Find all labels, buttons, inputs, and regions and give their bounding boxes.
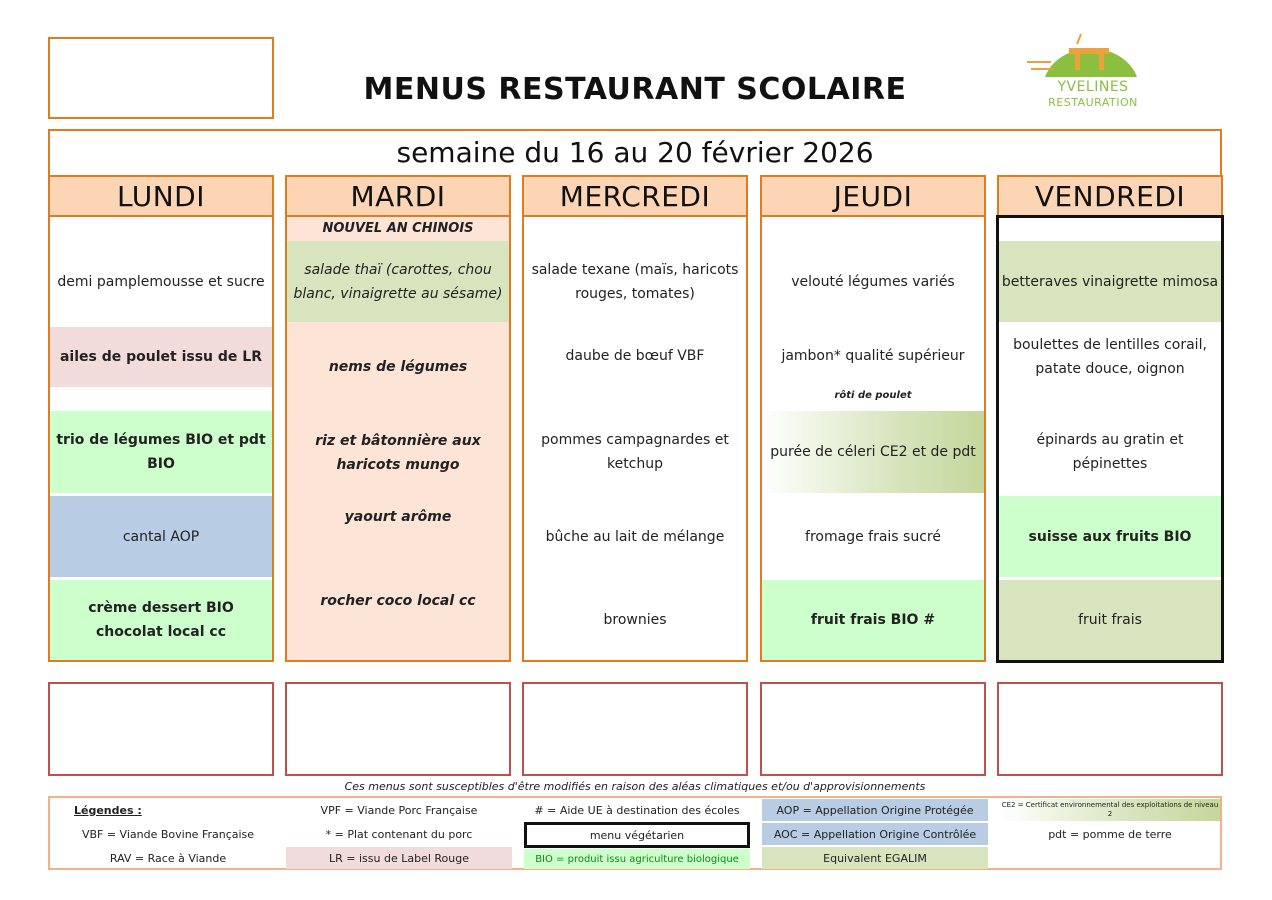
legend-star: * = Plat contenant du porc — [325, 827, 473, 841]
menu-item: trio de légumes BIO et pdt BIO — [50, 411, 272, 493]
menu-item: yaourt arôme — [287, 495, 509, 579]
menu-item: fruit frais — [999, 580, 1221, 660]
menu-item: cantal AOP — [50, 496, 272, 577]
day-header-vendredi: VENDREDI — [997, 175, 1223, 217]
menu-item: fromage frais sucré — [805, 528, 941, 545]
legend-aop: AOP = Appellation Origine Protégée — [762, 799, 988, 821]
legend-vbf: VBF = Viande Bovine Française — [81, 827, 255, 841]
legend-panel — [48, 796, 1222, 870]
menu-item: jambon* qualité supérieur — [781, 348, 965, 364]
menu-item: salade texane (maïs, haricots rouges, tomates) — [531, 261, 739, 302]
legend-vegetarian: menu végétarien — [524, 822, 750, 848]
day-header-mercredi: MERCREDI — [522, 175, 748, 217]
week-banner: semaine du 16 au 20 février 2026 — [48, 129, 1222, 175]
menu-item: boulettes de lentilles corail, patate douce, oignon — [1013, 337, 1207, 377]
menu-item: purée de céleri CE2 et de pdt — [762, 411, 984, 493]
top-left-box — [48, 37, 274, 119]
vegetarian-day-frame — [996, 215, 1224, 663]
legend-aoc: AOC = Appellation Origine Contrôlée — [762, 823, 988, 845]
menu-item: fruit frais BIO # — [762, 580, 984, 660]
menu-item: ailes de poulet issu de LR — [50, 327, 272, 387]
logo-dome-icon — [1025, 32, 1145, 80]
day-header-lundi: LUNDI — [48, 175, 274, 217]
menu-item: bûche au lait de mélange — [545, 528, 725, 545]
yvelines-restauration-logo — [1025, 32, 1145, 114]
disclaimer-text: Ces menus sont susceptibles d'être modifiés en raison des aléas climatiques et/ou d'approvisionnements — [344, 780, 926, 793]
bottom-box-jeudi — [760, 682, 986, 776]
legend-rav: RAV = Race à Viande — [109, 851, 227, 865]
menu-item: rocher coco local cc — [287, 579, 509, 660]
day-theme-label: NOUVEL AN CHINOIS — [287, 217, 509, 241]
legend-egalim: Equivalent EGALIM — [762, 847, 988, 869]
menu-item: crème dessert BIO chocolat local cc — [50, 580, 272, 660]
menu-item: daube de bœuf VBF — [565, 348, 705, 364]
menu-item: nems de légumes — [287, 322, 509, 411]
menu-note: rôti de poulet — [834, 390, 912, 401]
page-title: MENUS RESTAURANT SCOLAIRE — [363, 72, 907, 107]
menu-item: betteraves vinaigrette mimosa — [999, 241, 1221, 322]
menu-item: brownies — [603, 612, 667, 628]
menu-item: velouté légumes variés — [791, 273, 955, 290]
bottom-box-mardi — [285, 682, 511, 776]
day-header-mardi: MARDI — [285, 175, 511, 217]
bottom-box-mercredi — [522, 682, 748, 776]
menu-item: épinards au gratin et pépinettes — [1036, 432, 1184, 472]
day-header-jeudi: JEUDI — [760, 175, 986, 217]
legend-lr: LR = issu de Label Rouge — [286, 847, 512, 869]
menu-item: demi pamplemousse et sucre — [57, 273, 265, 290]
menu-item: riz et bâtonnière aux haricots mungo — [287, 411, 509, 495]
logo-text-line2: RESTAURATION — [1048, 96, 1138, 109]
bottom-box-vendredi — [997, 682, 1223, 776]
menu-item: salade thaï (carottes, chou blanc, vinaigrette au sésame) — [287, 241, 509, 322]
legend-hash: # = Aide UE à destination des écoles — [534, 803, 740, 817]
legend-pdt: pdt = pomme de terre — [1048, 827, 1172, 841]
menu-item: suisse aux fruits BIO — [999, 496, 1221, 577]
legend-bio: BIO = produit issu agriculture biologique — [524, 849, 750, 869]
bottom-box-lundi — [48, 682, 274, 776]
legend-ce2: CE2 = Certificat environnemental des exploitations de niveau 2 — [1000, 799, 1220, 821]
menu-item: pommes campagnardes et ketchup — [541, 432, 729, 472]
logo-text-line1: YVELINES — [1057, 79, 1129, 95]
legend-vpf: VPF = Viande Porc Française — [320, 803, 478, 817]
legend-title: Légendes : — [74, 803, 142, 817]
